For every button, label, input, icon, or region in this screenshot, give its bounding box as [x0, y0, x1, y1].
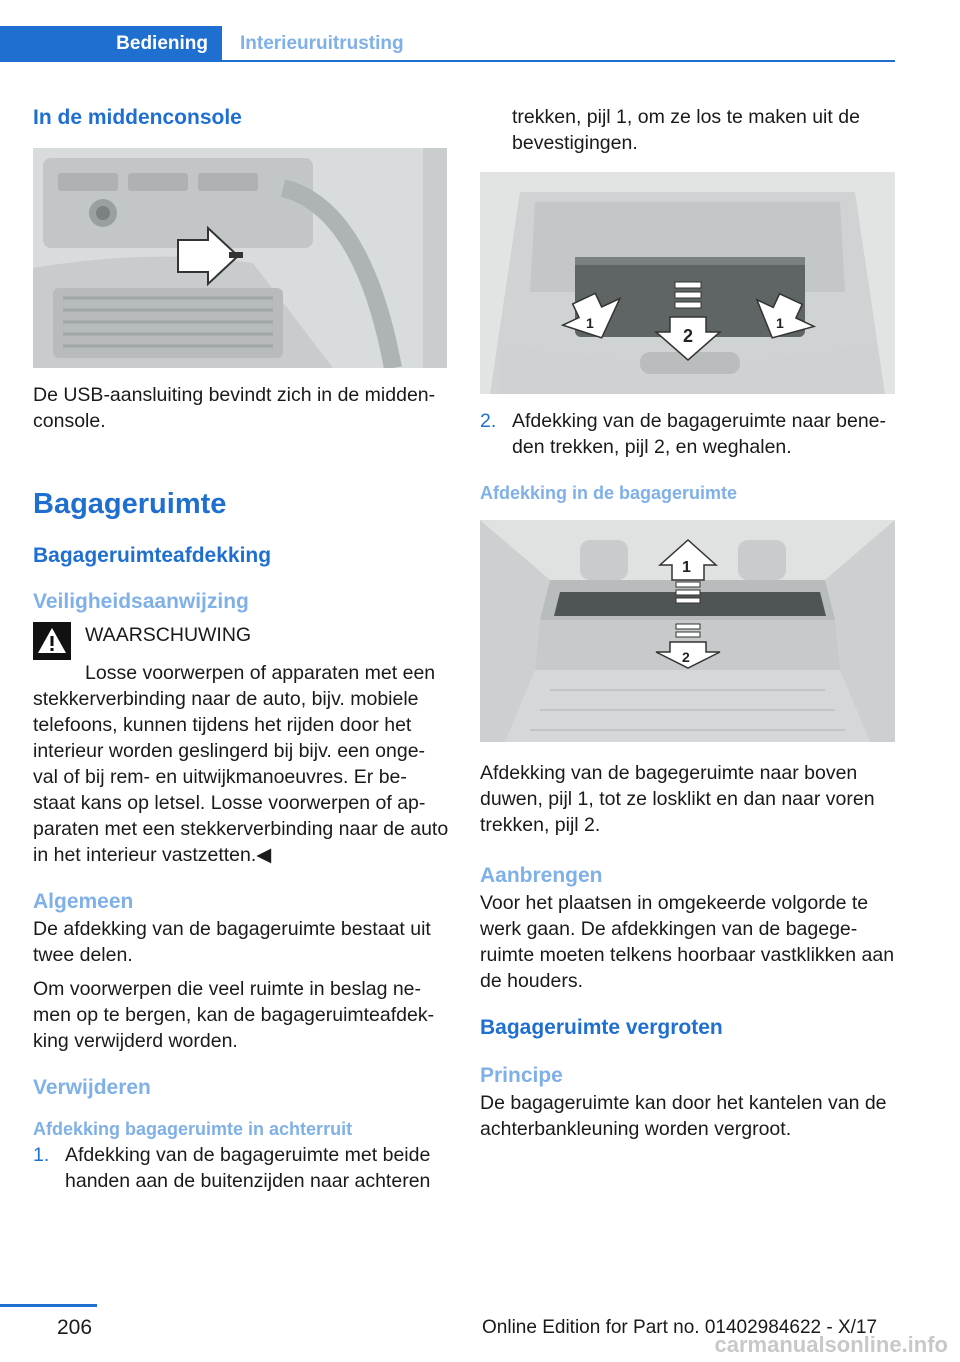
inside-caption: Afdekking van de bagegeruimte naar boven duwen, pijl 1, tot ze losklikt en dan naar voren trekken, pijl 2. — [480, 762, 875, 836]
heading-principe: Principe — [480, 1064, 563, 1087]
heading-bagageruimte-vergroten: Bagageruimte vergroten — [480, 1016, 723, 1039]
list-text: Afdekking van de bagageruimte met beide handen aan de buitenzijden naar achteren — [65, 1144, 431, 1192]
watermark: carmanualsonline.info — [714, 1332, 948, 1357]
tab-underline — [0, 60, 895, 62]
rear-window-cover-figure — [480, 172, 895, 394]
list-item-step-2 — [480, 408, 896, 460]
trunk-cover-figure — [480, 520, 895, 742]
arrow-label-1-left: 1 — [586, 315, 594, 331]
principle-text: De bagageruimte kan door het kantelen van de achterbankleuning worden vergroot. — [480, 1092, 887, 1140]
arrow-label-2: 2 — [682, 649, 690, 665]
arrow-label-2: 2 — [683, 326, 694, 346]
arrow-label-1: 1 — [682, 559, 691, 576]
footer-edition: Online Edition for Part no. 01402984622 - X/17 — [482, 1317, 878, 1338]
left-column — [33, 100, 449, 1194]
page-number: 206 — [57, 1316, 93, 1339]
warning-label: WAARSCHUWING — [85, 624, 252, 646]
heading-bagageruimte: Bagageruimte — [33, 488, 227, 520]
heading-bagageruimteafdekking: Bagageruimteafdekking — [33, 544, 272, 567]
warning-text: Losse voorwerpen of apparaten met een stekkerverbinding naar de auto, bijv. mobiele telefoons, kunnen tijdens het rijden door het interieur worden geslingerd bij bijv. een onge-val of bij rem- en uitwijkmanoeuvres. Er be-staat kans op letsel. Losse voorwerpen of ap-paraten met een stekkerverbinding naar de auto in het interieur vastzetten.◀ — [33, 662, 449, 866]
list-number: 1. — [33, 1144, 50, 1166]
tab-bediening[interactable]: Bediening — [0, 26, 222, 62]
list-number: 2. — [480, 410, 497, 432]
warning-block — [33, 622, 449, 660]
console-usb-figure — [33, 148, 447, 368]
heading-afdekking-in-bagageruimte: Afdekking in de bagageruimte — [480, 483, 738, 503]
heading-algemeen: Algemeen — [33, 890, 134, 913]
heading-verwijderen: Verwijderen — [33, 1076, 151, 1099]
tab-interieuruitrusting[interactable]: Interieuruitrusting — [240, 33, 404, 54]
heading-aanbrengen: Aanbrengen — [480, 864, 603, 887]
footer-accent-line — [0, 1304, 97, 1307]
arrow-label-1-right: 1 — [776, 315, 784, 331]
general-paragraph-2: Om voorwerpen die veel ruimte in beslag ne-men op te bergen, kan de bagageruimteafdek-king verwijderd worden. — [33, 978, 435, 1052]
warning-triangle-icon — [33, 622, 71, 660]
heading-veiligheidsaanwijzing: Veiligheidsaanwijzing — [33, 590, 249, 613]
right-column — [480, 100, 896, 1142]
general-paragraph-1: De afdekking van de bagageruimte bestaat uit twee delen. — [33, 918, 431, 966]
heading-afdekking-achterruit: Afdekking bagageruimte in achterruit — [33, 1119, 353, 1139]
list-item-step-1 — [33, 1142, 449, 1194]
list-text: Afdekking van de bagageruimte naar bene-den trekken, pijl 2, en weghalen. — [512, 410, 887, 458]
chapter-tabs — [0, 26, 895, 62]
usb-caption: De USB-aansluiting bevindt zich in de midden-console. — [33, 384, 436, 432]
fit-text: Voor het plaatsen in omgekeerde volgorde te werk gaan. De afdekkingen van de bagege-ruimte moeten telkens hoorbaar vastklikken aan de houders. — [480, 892, 895, 992]
step-1-continuation: trekken, pijl 1, om ze los te maken uit de bevestigingen. — [512, 106, 860, 154]
section-title-middenconsole: In de middenconsole — [33, 106, 242, 129]
